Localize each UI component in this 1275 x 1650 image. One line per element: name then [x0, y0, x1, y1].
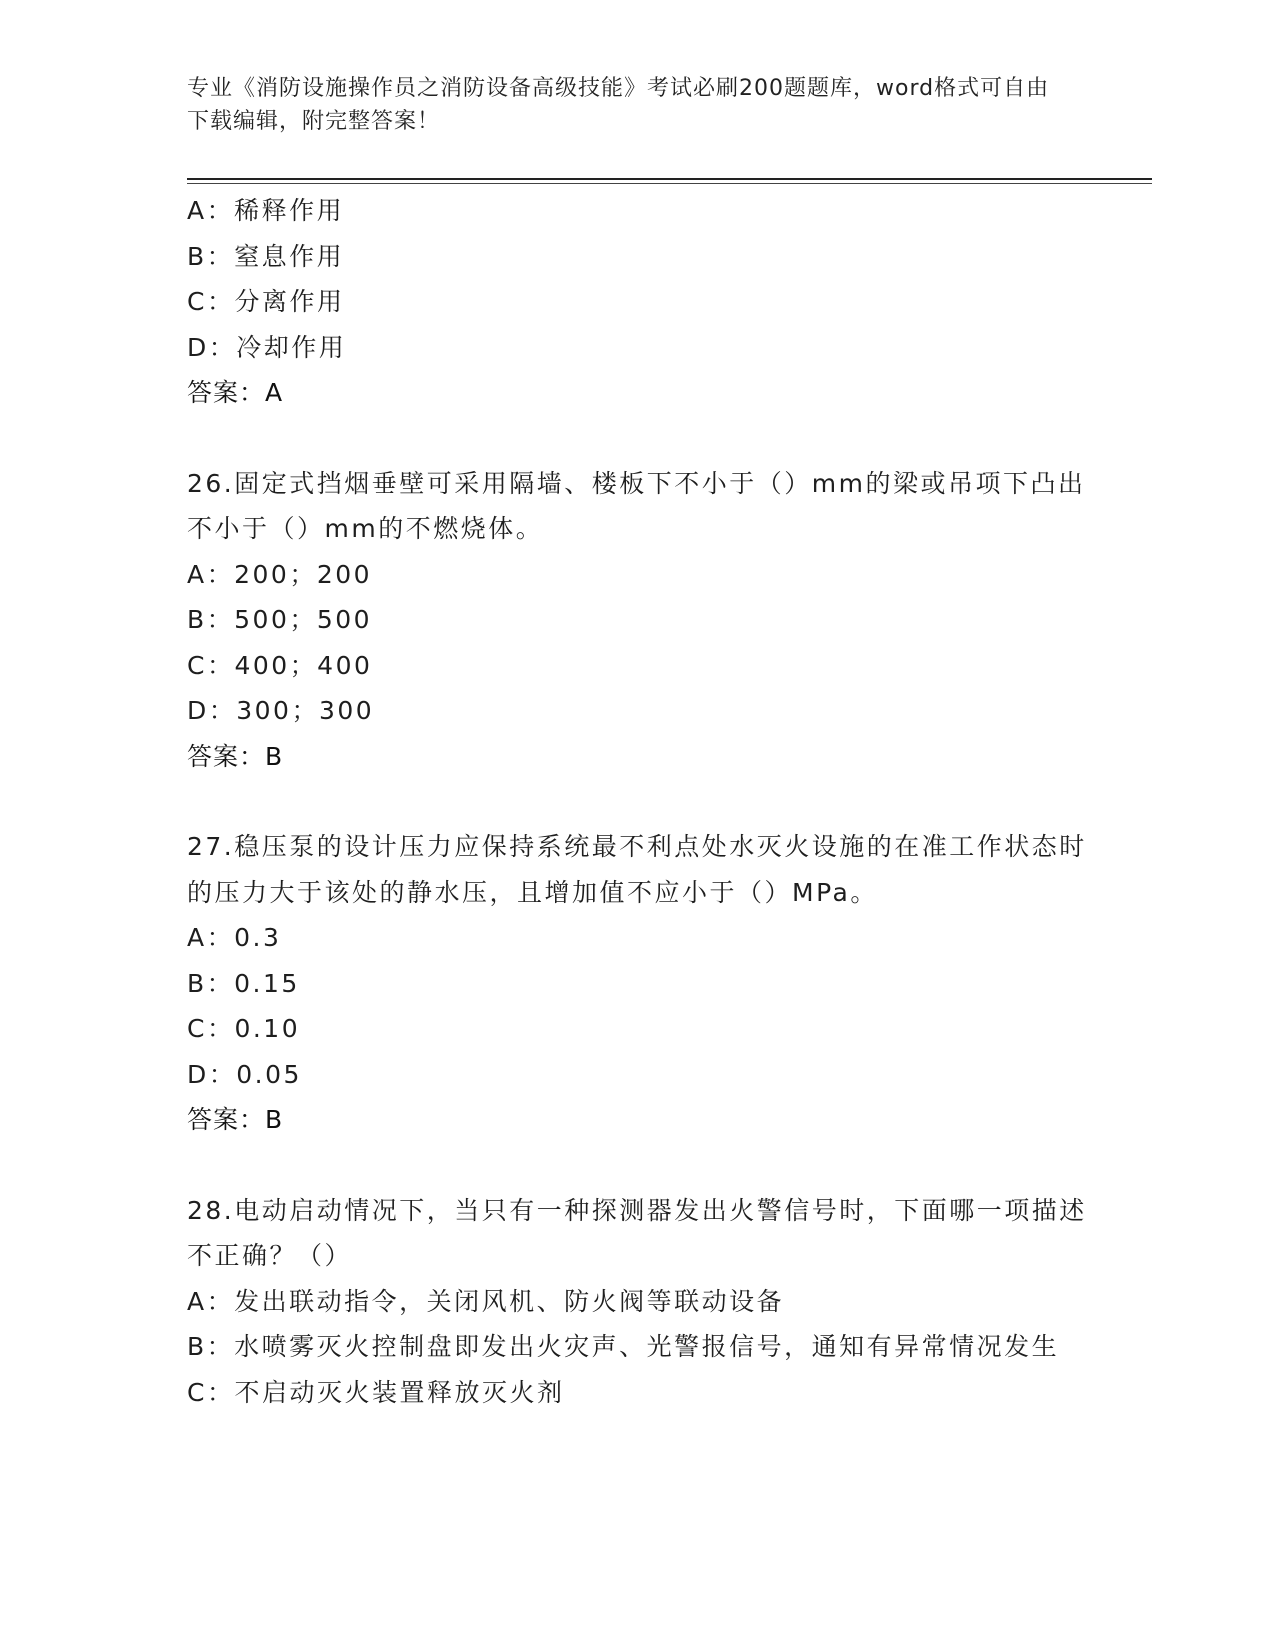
question-block-28: [187, 1188, 1087, 1416]
question-text: 27.稳压泵的设计压力应保持系统最不利点处水灭火设施的在准工作状态时的压力大于该处的静水压，且增加值不应小于（）MPa。: [187, 832, 1087, 907]
option-b: B：水喷雾灭火控制盘即发出火灾声、光警报信号，通知有异常情况发生: [187, 1332, 1060, 1361]
option-b: B：500；500: [187, 605, 373, 634]
option-d: D：0.05: [187, 1059, 302, 1089]
option-c: C：不启动灭火装置释放灭火剂: [187, 1377, 565, 1407]
answer-line: 答案：B: [187, 741, 284, 771]
document-header: 专业《消防设施操作员之消防设备高级技能》考试必刷200题题库，word格式可自由下载编辑，附完整答案！: [187, 76, 1050, 134]
option-a: A：发出联动指令，关闭风机、防火阀等联动设备: [187, 1286, 785, 1316]
question-block-27: [187, 824, 1087, 1143]
question-text: 28.电动启动情况下，当只有一种探测器发出火警信号时，下面哪一项描述不正确？（）: [187, 1195, 1087, 1270]
header-rule-thick: [187, 178, 1152, 180]
option-c: C：400；400: [187, 650, 373, 680]
option-d: D：冷却作用: [187, 332, 347, 362]
option-b: B：窒息作用: [187, 241, 345, 271]
option-a: A：200；200: [187, 559, 373, 589]
question-block-26: [187, 461, 1087, 780]
option-d: D：300；300: [187, 696, 375, 725]
document-body: [187, 188, 1087, 1415]
question-block-25: [187, 188, 1087, 416]
answer-line: 答案：A: [187, 378, 284, 407]
question-text: 26.固定式挡烟垂壁可采用隔墙、楼板下不小于（）mm的梁或吊项下凸出不小于（）mm的不燃烧体。: [187, 468, 1086, 543]
header-rule-thin: [187, 183, 1152, 184]
spacer: [187, 779, 1087, 824]
answer-line: 答案：B: [187, 1105, 284, 1134]
spacer: [187, 416, 1087, 461]
option-b: B：0.15: [187, 968, 300, 998]
option-a: A：稀释作用: [187, 196, 345, 225]
option-a: A：0.3: [187, 923, 282, 952]
option-c: C：0.10: [187, 1014, 301, 1043]
option-c: C：分离作用: [187, 287, 345, 316]
spacer: [187, 1143, 1087, 1188]
